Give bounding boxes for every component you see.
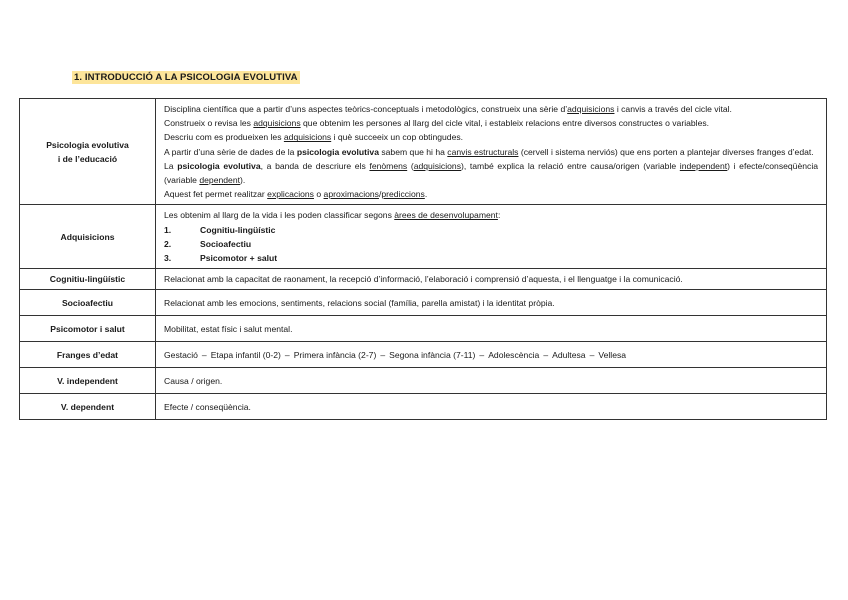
age-stage: Vellesa (598, 349, 627, 360)
text: sabem que hi ha (378, 146, 448, 157)
underlined-term: adquisicions (253, 118, 301, 129)
text: i què succeeix un cop obtingudes. (331, 132, 464, 143)
definition-cell: Relacionat amb les emocions, sentiments, relacions social (família, parella amistat) i la identitat pròpia. (156, 290, 827, 316)
table-row (20, 269, 827, 290)
list-item (164, 237, 818, 251)
bold-term: psicologia evolutiva (296, 146, 379, 157)
underlined-term: dependent (199, 175, 240, 186)
text: que obtenim les persones al llarg del cicle vital, i estableix relacions entre diversos constructes o variables. (300, 118, 710, 129)
text: . (424, 189, 428, 200)
term-cell: V. dependent (20, 394, 156, 420)
table-row (20, 394, 827, 420)
paragraph (164, 187, 818, 201)
age-stage: Gestació (164, 349, 198, 360)
table-row (20, 290, 827, 316)
table-row (20, 205, 827, 269)
areas-list (164, 223, 818, 266)
definition-cell (156, 342, 827, 368)
list-number: 3. (164, 253, 172, 264)
definition-cell: Mobilitat, estat físic i salut mental. (156, 316, 827, 342)
text: / (378, 189, 382, 200)
underlined-term: explicacions (267, 189, 314, 200)
text: (cervell i sistema nerviós) que ens porten a plantejar diverses franges d’edat. (518, 146, 814, 157)
text: : (497, 210, 501, 221)
list-label: Socioafectiu (200, 238, 252, 249)
age-stage: Etapa infantil (0-2) (210, 349, 281, 360)
underlined-term: independent (679, 160, 728, 171)
list-number: 2. (164, 238, 172, 249)
underlined-term: adquisicions (567, 104, 615, 114)
definition-cell (156, 99, 827, 205)
text: o (313, 189, 324, 200)
underlined-term: prediccions (381, 189, 425, 200)
list-item (164, 251, 818, 265)
text: ( (407, 160, 414, 171)
text: Disciplina científica que a partir d’uns aspectes teòrics-conceptuals i metodològics, construeix una sèrie d’ (164, 104, 568, 114)
paragraph (164, 102, 818, 116)
list-label: Cognitiu-lingüístic (200, 224, 276, 235)
paragraph (164, 208, 818, 222)
term-cell: Adquisicions (20, 205, 156, 269)
text: i canvis a través del cicle vital. (614, 104, 732, 114)
underlined-term: adquisicions (283, 132, 332, 143)
list-label: Psicomotor + salut (200, 253, 278, 264)
text: ) i efecte/conseqüència (variable (164, 160, 819, 186)
term-cell (20, 99, 156, 205)
underlined-term: àrees de desenvolupament (394, 210, 498, 221)
term-line: Psicologia evolutiva (46, 139, 129, 150)
list-number: 1. (164, 224, 172, 235)
term-cell: Franges d’edat (20, 342, 156, 368)
bold-term: psicologia evolutiva (177, 160, 261, 171)
underlined-term: aproximacions (323, 189, 379, 200)
text: ). (239, 175, 246, 186)
text: Descriu com es produeixen les (164, 132, 284, 143)
separator: – (589, 349, 595, 360)
separator: – (543, 349, 549, 360)
text: Aquest fet permet realitzar (164, 189, 268, 200)
text: Les obtenim al llarg de la vida i les poden classificar segons (164, 210, 395, 221)
definition-cell (156, 205, 827, 269)
text: A partir d’una sèrie de dades de la (164, 146, 297, 157)
paragraph (164, 145, 818, 159)
text: ), també explica la relació entre causa/origen (variable (461, 160, 680, 171)
text: La (164, 160, 178, 171)
separator: – (479, 349, 485, 360)
table-row (20, 99, 827, 205)
underlined-term: adquisicions (413, 160, 461, 171)
term-cell: Cognitiu-lingüístic (20, 269, 156, 290)
definitions-table (19, 98, 827, 420)
definition-cell: Efecte / conseqüència. (156, 394, 827, 420)
paragraph (164, 130, 818, 144)
section-heading: 1. INTRODUCCIÓ A LA PSICOLOGIA EVOLUTIVA (74, 72, 298, 83)
text: , a banda de descriure els (260, 160, 370, 171)
definition-cell: Causa / origen. (156, 368, 827, 394)
age-stage: Segona infància (7-11) (389, 349, 476, 360)
underlined-term: fenòmens (369, 160, 408, 171)
separator: – (380, 349, 386, 360)
age-stage: Primera infància (2-7) (293, 349, 377, 360)
table-row (20, 368, 827, 394)
age-stage: Adolescència (488, 349, 540, 360)
table-row (20, 342, 827, 368)
term-line: i de l’educació (57, 153, 118, 164)
text: Construeix o revisa les (164, 118, 254, 129)
term-cell: V. independent (20, 368, 156, 394)
term-cell: Psicomotor i salut (20, 316, 156, 342)
list-item (164, 223, 818, 237)
paragraph (164, 159, 818, 187)
definition-cell: Relacionat amb la capacitat de raonament, la recepció d’informació, l’elaboració i comprensió d’aquesta, i el llenguatge i la comunicació. (156, 269, 827, 290)
separator: – (284, 349, 290, 360)
separator: – (201, 349, 207, 360)
term-cell: Socioafectiu (20, 290, 156, 316)
underlined-term: canvis estructurals (447, 146, 519, 157)
age-stage: Adultesa (552, 349, 586, 360)
table-row (20, 316, 827, 342)
paragraph (164, 116, 818, 130)
